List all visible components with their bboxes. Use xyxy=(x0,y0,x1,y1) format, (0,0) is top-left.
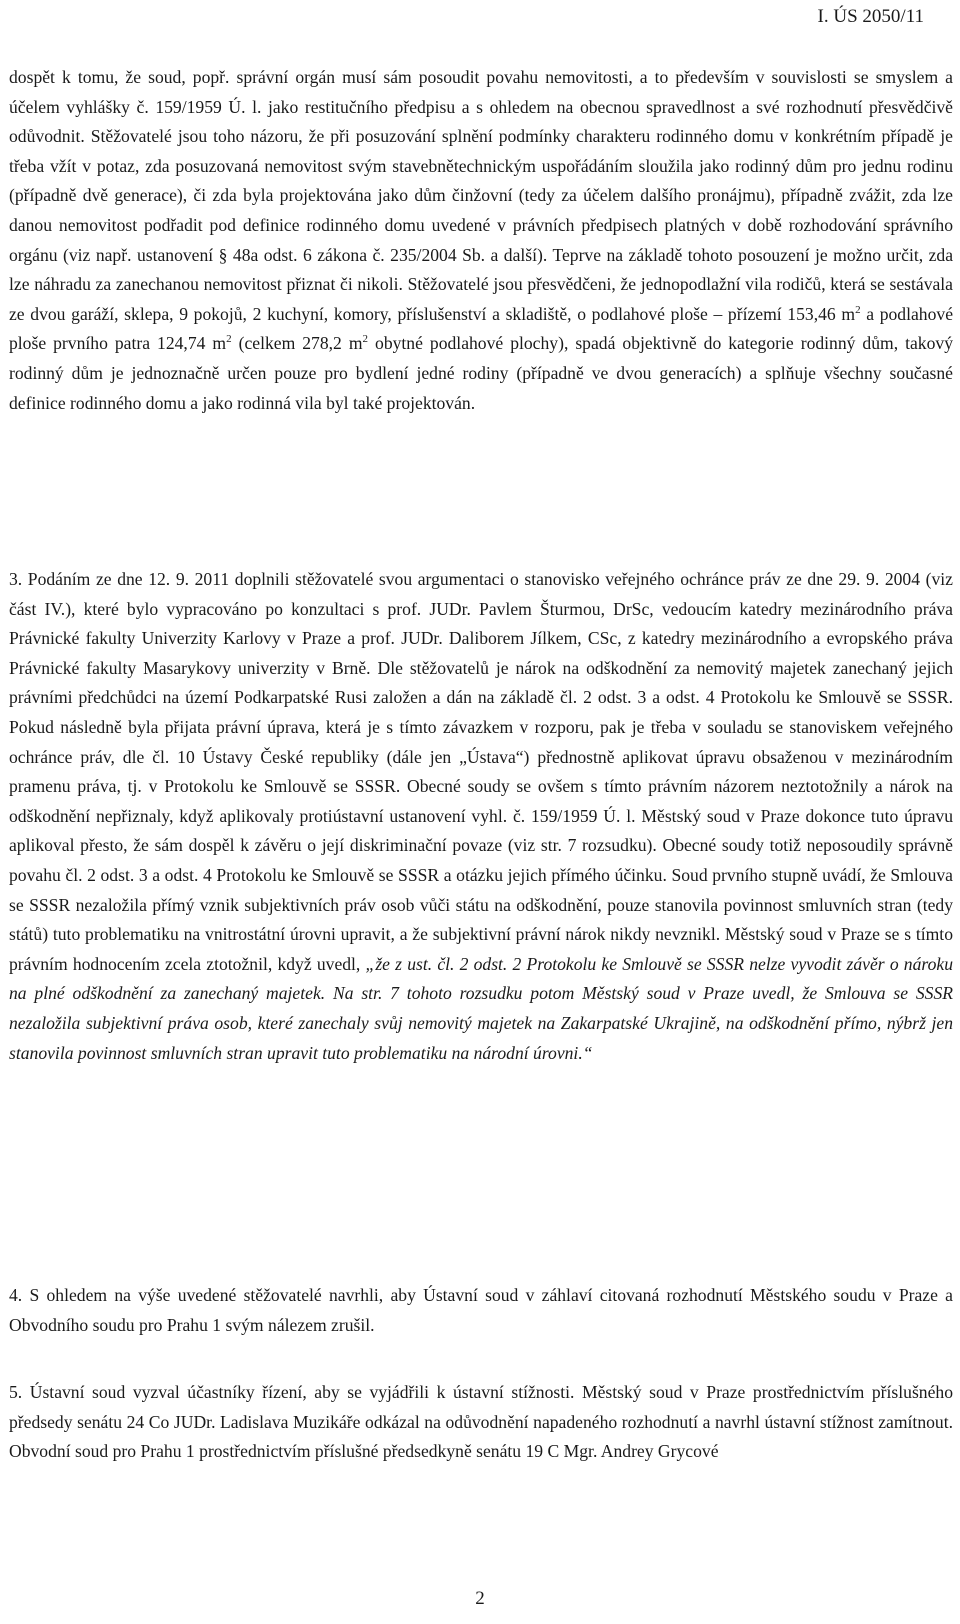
superscript: 2 xyxy=(226,333,232,346)
paragraph-text: dospět k tomu, že soud, popř. správní orgán musí sám posoudit povahu nemovitosti, a to především v souvislosti se smyslem a účelem vyhlášky č. 159/1959 Ú. l. jako restitučního předpisu a s ohledem na obecnou spravedlnost a své rozhodnutí přesvědčivě odůvodnit. Stěžovatelé jsou toho názoru, že při posuzování splnění podmínky charakteru rodinného domu v konkrétním případě je třeba vžít v potaz, zda posuzovaná nemovitost svým stavebnětechnickým uspořádáním sloužila jako rodinný dům pro jednu rodinu (případně dvě generace), či zda byla projektována jako dům činžovní (tedy za účelem dalšího pronájmu), případně zvážit, zda lze danou nemovitost podřadit pod definice rodinného domu uvedené v právních předpisech platných v době rozhodování správního orgánu (viz např. ustanovení § 48a odst. 6 zákona č. 235/2004 Sb. a další). Teprve na základě tohoto posouzení je možno určit, zda lze náhradu za zanechanou nemovitost přiznat či nikoli. Stěžovatelé jsou přesvědčeni, že jednopodlažní vila rodičů, která se sestávala ze dvou garáží, sklepa, 9 pokojů, 2 kuchyní, komory, příslušenství a skladiště, o podlahové ploše – přízemí 153,46 m xyxy=(9,67,953,324)
paragraph-5 xyxy=(9,1378,953,1467)
paragraph-text: a podlahové ploše prvního patra 124,74 m xyxy=(9,303,953,354)
case-reference: I. ÚS 2050/11 xyxy=(817,6,924,27)
paragraph-text: 4. S ohledem na výše uvedené stěžovatelé navrhli, aby Ústavní soud v záhlaví citovaná rozhodnutí Městského soudu v Praze a Obvodního soudu pro Prahu 1 svým nálezem zrušil. xyxy=(9,1285,953,1335)
paragraph-text: (celkem 278,2 m xyxy=(231,333,363,354)
superscript: 2 xyxy=(855,303,861,316)
quoted-text: „že z ust. čl. 2 odst. 2 Protokolu ke Smlouvě se SSSR nelze vyvodit závěr o nároku na plné odškodnění za zanechaný majetek. Na str. 7 tohoto rozsudku potom Městský soud v Praze uvedl, že Smlouva se SSSR nezaložila subjektivní práva osob, které zanechaly svůj nemovitý majetek na Zakarpatské Ukrajině, na odškodnění přímo, nýbrž jen stanovila povinnost smluvních stran upravit tuto problematiku na národní úrovni.“ xyxy=(9,953,954,1063)
superscript: 2 xyxy=(362,333,369,346)
paragraph-text: 5. Ústavní soud vyzval účastníky řízení, aby se vyjádřili k ústavní stížnosti. Městský soud v Praze prostřednictvím příslušného předsedy senátu 24 Co JUDr. Ladislava Muzikáře odkázal na odůvodnění napadeného rozhodnutí a navrhl ústavní stížnost zamítnout. Obvodní soud pro Prahu 1 prostřednictvím příslušné předsedkyně senátu 19 C Mgr. Andrey Grycové xyxy=(9,1382,953,1462)
paragraph-text: 3. Podáním ze dne 12. 9. 2011 doplnili stěžovatelé svou argumentaci o stanovisko veřejného ochránce práv ze dne 29. 9. 2004 (viz část IV.), které bylo vypracováno po konzultaci s prof. JUDr. Pavlem Šturmou, DrSc, vedoucím katedry mezinárodního práva Právnické fakulty Univerzity Karlovy v Praze a prof. JUDr. Daliborem Jílkem, CSc, z katedry mezinárodního a evropského práva Právnické fakulty Masarykovy univerzity v Brně. Dle stěžovatelů je nárok na odškodnění za nemovitý majetek zanechaný jejich právními předchůdci na území Podkarpatské Rusi založen a dán na základě čl. 2 odst. 3 a odst. 4 Protokolu ke Smlouvě se SSSR. Pokud následně byla přijata právní úprava, která je s tímto závazkem v rozporu, pak je třeba v souladu se stanoviskem veřejného ochránce práv, dle čl. 10 Ústavy České republiky (dále jen „Ústava“) přednostně aplikovat úpravu obsaženou v mezinárodním pramenu práva, tj. v Protokolu ke Smlouvě se SSSR. Obecné soudy se ovšem s tímto právním názorem neztotožnily a nárok na odškodnění nepřiznaly, když aplikovaly protiústavní ustanovení vyhl. č. 159/1959 Ú. l. Městský soud v Praze dokonce tuto úpravu aplikoval přesto, že sám dospěl k závěru o její diskriminační povaze (viz str. 7 rozsudku). Obecné soudy totiž neposoudily správně povahu čl. 2 odst. 3 a odst. 4 Protokolu ke Smlouvě se SSSR a otázku jejich přímého účinku. Soud prvního stupně uvádí, že Smlouva se SSSR nezaložila přímý vznik subjektivních práv osob vůči státu na odškodnění, pouze stanovila povinnost smluvních stran (tedy států) tuto problematiku na vnitrostátní úrovni upravit, a že subjektivní právní nárok nikdy nevznikl. Městský soud v Praze se s tímto právním hodnocením zcela ztotožnil, když uvedl, xyxy=(9,569,953,974)
paragraph-continuation xyxy=(9,63,953,418)
paragraph-3 xyxy=(9,565,953,1068)
page-number: 2 xyxy=(475,1588,485,1609)
paragraph-4 xyxy=(9,1281,953,1340)
paragraph-text: obytné podlahové plochy), spadá objektivně do kategorie rodinný dům, takový rodinný dům je jednoznačně určen pouze pro bydlení jedné rodiny (případně ve dvou generacích) a splňuje všechny současné definice rodinného domu a jako rodinná vila byl také projektován. xyxy=(9,333,953,413)
